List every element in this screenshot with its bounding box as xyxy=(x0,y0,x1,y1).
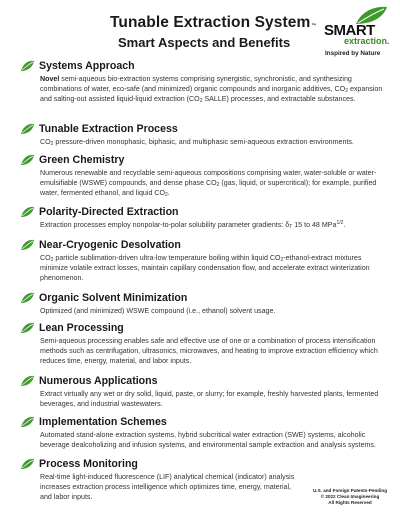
section-body: $CO_2$ particle sublimation-driven ultra-low temperature boiling within liquid $CO_2-ethanol$-extract mixtures minimize volatile extract losses, maintain capillary condensation flow, and accelerate extract winterization phenomenon. xyxy=(40,254,370,283)
section-title: Near-Cryogenic Desolvation xyxy=(39,239,181,251)
section-title: Lean Processing xyxy=(39,322,124,334)
section-body: Numerous renewable and recyclable semi-aqueous compositions comprising water, water-soluble or water-emulsifiable (WSWE) compounds, and dense phase $CO_2$ (gas, liquid, or supercritical); for example, purified water, fermented ethanol, and liquid $CO_2$. xyxy=(40,169,377,199)
logo-word: SMART xyxy=(324,22,375,39)
section-title: Green Chemistry xyxy=(39,154,125,166)
patent-notice: U.S. and Foreign Patents-Pending xyxy=(312,488,388,493)
section-body: Extract virtually any wet or dry solid, liquid, paste, or slurry; for example, freshly harvested plants, fermented beverages, and industrial wastewaters. xyxy=(40,390,379,409)
section-title: Polarity-Directed Extraction xyxy=(39,206,179,218)
leaf-icon xyxy=(20,206,35,218)
section-body: $CO_2$ pressure-driven monophasic, biphasic, and multiphasic semi-aqueous extraction environments. xyxy=(40,138,354,147)
section-title: Tunable Extraction Process xyxy=(39,123,178,135)
leaf-icon xyxy=(20,375,35,387)
section-body: Semi-aqueous processing enables safe and effective use of one or a combination of process intensification methods such as centrifugation, ultrasonics, microwaves, and heating to improve extraction efficiency which reduces time, energy, material, and labor inputs. xyxy=(40,337,378,366)
page-subtitle: Smart Aspects and Benefits xyxy=(118,35,291,50)
rights-notice: All Rights Reserved xyxy=(328,500,372,506)
copyright-notice: © 2022 Clean Imagineering xyxy=(320,494,380,500)
leaf-icon xyxy=(20,154,35,166)
leaf-icon xyxy=(20,416,35,428)
logo-subword: extraction. xyxy=(344,36,390,46)
leaf-icon xyxy=(20,458,35,470)
section-body: Automated stand-alone extraction systems, hybrid subcritical water extraction (SWE) systems, alcoholic beverage dealcoholizing and infusion systems, and environmental sample extraction and analysis systems. xyxy=(40,431,376,450)
leaf-icon xyxy=(20,123,35,135)
section-title: Organic Solvent Minimization xyxy=(39,292,188,304)
trademark-mark: ™ xyxy=(311,23,317,29)
section-title: Process Monitoring xyxy=(39,458,138,470)
leaf-icon xyxy=(20,60,35,72)
section-body: Extraction processes employ nonpolar-to-polar solubility parameter gradients: $\delta_T$ 15 to 48 MPa$^{1/2}$. xyxy=(40,220,346,230)
section-title: Implementation Schemes xyxy=(39,416,167,428)
section-title: Systems Approach xyxy=(39,60,135,72)
leaf-icon xyxy=(20,292,35,304)
section-body: Real-time light-induced fluorescence (LIF) analytical chemical (indicator) analysis increases extraction process intelligence which optimizes time, energy, material, and labor inputs. xyxy=(40,473,295,502)
page-title: Tunable Extraction System™ xyxy=(110,14,317,31)
copyright-footer xyxy=(303,488,397,507)
section-body: Optimized (and minimized) WSWE compound (i.e., ethanol) solvent usage. xyxy=(40,307,276,315)
logo-tagline: Inspired by Nature xyxy=(325,50,381,57)
section-title: Numerous Applications xyxy=(39,375,158,387)
leaf-icon xyxy=(20,322,35,334)
smart-extraction-logo xyxy=(324,12,390,62)
leaf-icon xyxy=(20,239,35,251)
page-header xyxy=(0,0,400,62)
section-body: Novel semi-aqueous bio-extraction systems comprising synergistic, synchronistic, and synthesizing combinations of water, eco-safe (and minimized) organic compounds and inorganic additives, $CO_2$ expansion and salting-out assisted liquid-liquid extraction ($CO_2$ SALLE) processes, and extractable substances. xyxy=(40,75,383,105)
